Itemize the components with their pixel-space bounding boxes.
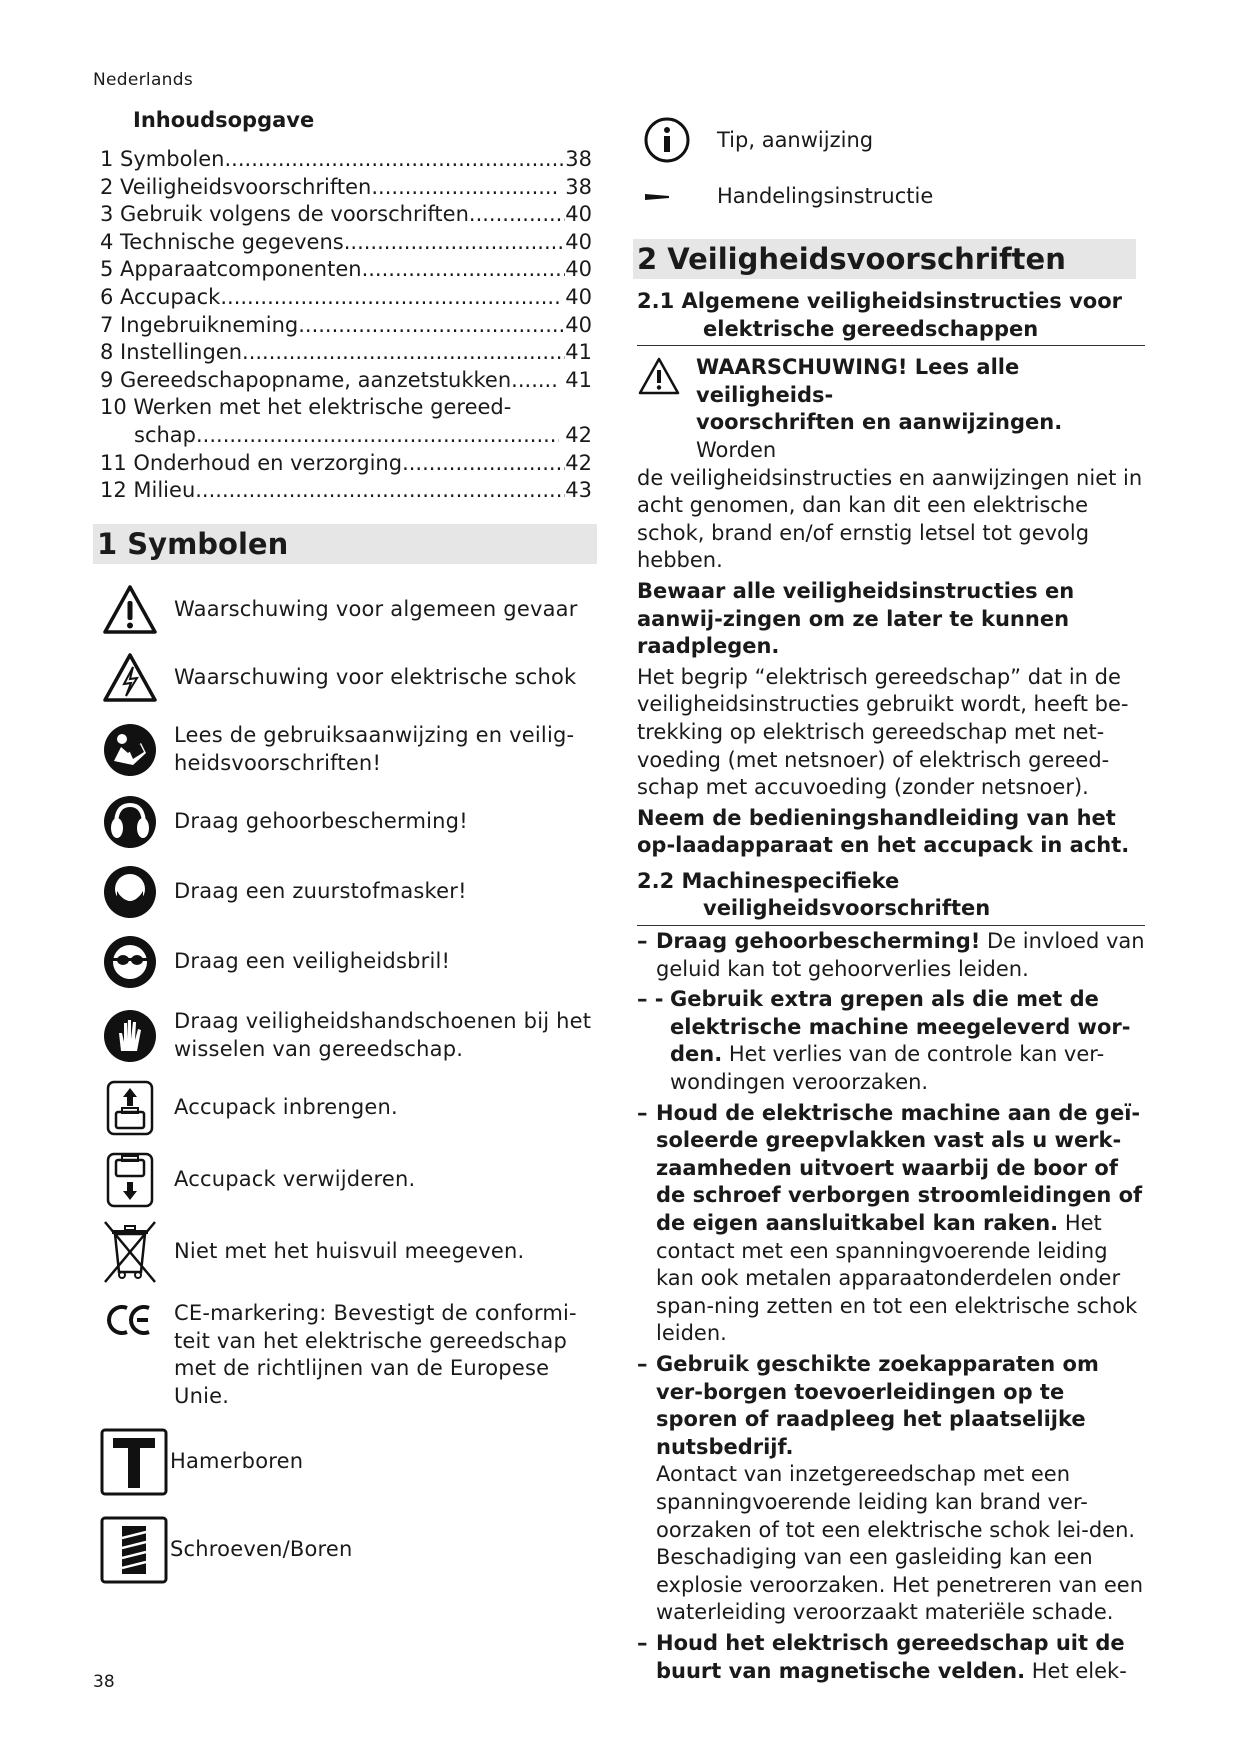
ce-mark-icon — [100, 1300, 160, 1340]
symbol-row — [100, 932, 600, 992]
info-icon — [643, 116, 691, 164]
toc-leader-dots — [220, 284, 558, 312]
list-item: – Draag gehoorbescherming! De invloed van geluid kan tot gehoorverlies leiden. — [637, 929, 1145, 981]
instruction-row — [643, 184, 933, 208]
tip-row — [643, 116, 873, 164]
list-item: – Houd de elektrische machine aan de geï-soleerde greepvlakken vast als u werk-zaamheden uitvoert waarbij de boor of de schroef verborgen stroomleidingen of de eigen aansluitkabel kan raken. Het contact met een spanningvoerende leiding kan ook metalen apparaatonderdelen onder span-ning zetten en tot een elektrische schok leiden. — [637, 1100, 1143, 1346]
symbol-row — [100, 862, 600, 922]
symbol-row — [100, 1426, 600, 1498]
toc-entry-label: 10 Werken met het elektrische gereed- — [100, 395, 512, 420]
toc-entry — [100, 422, 592, 450]
charger-manual-note: Neem de bedieningshandleiding van het op-laadapparaat en het accupack in acht. — [637, 805, 1130, 858]
toc-entry — [100, 174, 592, 202]
toc-entry-label: 1 Symbolen — [100, 147, 225, 171]
read-manual-icon — [100, 720, 160, 780]
instruction-arrow-icon — [643, 189, 673, 203]
toc-entry — [100, 146, 592, 174]
right-column-text — [637, 288, 1145, 1688]
symbol-row — [100, 1300, 600, 1410]
toc-entry-label: 3 Gebruik volgens de voorschriften — [100, 202, 469, 227]
symbol-text: Draag een zuurstofmasker! — [174, 879, 467, 904]
toc-leader-dots — [242, 339, 565, 367]
toc-leader-dots — [298, 312, 565, 340]
symbol-row — [100, 580, 600, 640]
symbol-text: Draag een veiligheidsbril! — [174, 949, 451, 974]
list-item: – Houd het elektrisch gereedschap uit de buurt van magnetische velden. Het elek- — [637, 1630, 1127, 1683]
symbol-text: Draag veiligheidshandschoenen bij het wisselen van gereedschap. — [174, 1009, 592, 1061]
battery-insert-icon — [100, 1078, 160, 1138]
toc-leader-dots — [469, 201, 565, 229]
toc-entry-page: 40 — [565, 257, 592, 282]
toc-entry-page: 42 — [558, 422, 592, 447]
toc-entry-label: 4 Technische gegevens — [100, 229, 344, 254]
symbol-row — [100, 720, 600, 780]
toc-entry — [100, 394, 592, 422]
symbol-text: Draag gehoorbescherming! — [174, 809, 468, 834]
toc-entry-label: 2 Veiligheidsvoorschriften — [100, 174, 372, 199]
toc-entry — [100, 450, 592, 478]
toc-entry-label: 5 Apparaatcomponenten — [100, 257, 362, 282]
gloves-icon — [100, 1006, 160, 1066]
toc-entry — [100, 256, 592, 284]
symbol-row — [100, 1514, 600, 1586]
toc-title: Inhoudsopgave — [133, 108, 315, 132]
toc-leader-dots — [225, 146, 566, 174]
language-label: Nederlands — [93, 70, 193, 90]
toc-entry-page: 41 — [558, 367, 592, 392]
toc-entry-label: 8 Instellingen — [100, 340, 243, 365]
toc-entry-page: 43 — [565, 478, 592, 503]
dust-mask-icon — [100, 862, 160, 922]
hammer-drill-icon — [100, 1428, 168, 1496]
battery-remove-icon — [100, 1150, 160, 1210]
toc-entry — [100, 312, 592, 340]
toc-entry — [100, 201, 592, 229]
toc-entry — [100, 229, 592, 257]
toc-leader-dots — [511, 367, 558, 395]
symbol-text: Waarschuwing voor elektrische schok — [174, 665, 577, 690]
keep-instructions: Bewaar alle veiligheidsinstructies en aanwij-zingen om ze later te kunnen raadplegen. — [637, 578, 1075, 659]
toc-entry — [100, 477, 592, 505]
symbol-row — [100, 1078, 600, 1138]
ear-protection-icon — [100, 792, 160, 852]
toc-leader-dots — [362, 256, 566, 284]
electric-shock-icon — [100, 648, 160, 708]
toc-entry-label: 7 Ingebruikneming — [100, 312, 299, 337]
list-item: – Gebruik geschikte zoekapparaten om ver-borgen toevoerleidingen op te sporen of raadpleeg het plaatselijke nutsbedrijf. Aontact van inzetgereedschap met een spanningvoerende leiding kan brand ver-oorzaken of tot een elektrische schok lei-den. Beschadiging van een gasleiding kan een explosie veroorzaken. Het penetreren van een waterleiding veroorzaakt materiële schade. — [637, 1351, 1144, 1625]
page-number: 38 — [93, 1672, 115, 1692]
toc-entry — [100, 284, 592, 312]
toc-entry-label: 11 Onderhoud en verzorging — [100, 450, 403, 475]
instruction-label: Handelingsinstructie — [717, 184, 934, 208]
symbol-text: Niet met het huisvuil meegeven. — [174, 1239, 525, 1264]
tip-label: Tip, aanwijzing — [717, 128, 874, 152]
symbol-text: Waarschuwing voor algemeen gevaar — [174, 597, 578, 622]
symbol-row — [100, 1222, 600, 1282]
symbol-text: Schroeven/Boren — [170, 1537, 353, 1562]
toc-entry-page: 40 — [565, 229, 592, 254]
toc-entry-page: 40 — [565, 202, 592, 227]
toc-entry-label: schap — [134, 422, 196, 447]
toc-entry-page: 38 — [565, 147, 592, 171]
warning-triangle-icon — [100, 580, 160, 640]
warning-paragraph: WAARSCHUWING! Lees alle veiligheids- voorschriften en aanwijzingen. Worden de veiligheidsinstructies en aanwijzingen niet in acht genomen, dan kan dit een elektrische schok, brand en/of ernstig letsel tot gevolg hebben. — [637, 355, 1143, 573]
toc-leader-dots — [195, 477, 565, 505]
toc-entry-page: 40 — [558, 284, 592, 309]
symbol-text: CE-markering: Bevestigt de conformi-teit van het elektrische gereedschap met de richtlijnen van de Europese Unie. — [174, 1301, 577, 1408]
toc-leader-dots — [344, 229, 566, 257]
toc-entry — [100, 367, 592, 395]
toc-entry-page: 41 — [565, 340, 592, 365]
toc-entry-label: 6 Accupack — [100, 284, 221, 309]
toc-entry — [100, 339, 592, 367]
section-heading-symbolen: 1 Symbolen — [93, 524, 597, 564]
screw-drill-icon — [100, 1516, 168, 1584]
symbol-text: Lees de gebruiksaanwijzing en veilig-heidsvoorschriften! — [174, 723, 575, 775]
symbol-text: Accupack inbrengen. — [174, 1095, 398, 1120]
symbol-text: Hamerboren — [170, 1449, 304, 1474]
toc-leader-dots — [402, 450, 565, 478]
term-definition: Het begrip “elektrisch gereedschap” dat in de veiligheidsinstructies gebruikt wordt, heeft be-trekking op elektrisch gereedschap met net-voeding (met netsnoer) of elektrisch gereed-schap met accuvoeding (zonder netsnoer). — [637, 664, 1129, 800]
toc-entry-page: 38 — [558, 174, 592, 199]
toc-entry-label: 12 Milieu — [100, 478, 196, 503]
toc-leader-dots — [371, 174, 558, 202]
toc-entry-page: 40 — [565, 312, 592, 337]
symbol-row — [100, 1150, 600, 1210]
table-of-contents — [100, 146, 592, 505]
toc-entry-label: 9 Gereedschapopname, aanzetstukken — [100, 367, 512, 392]
subheading-2-2: 2.2 Machinespecifieke veiligheidsvoorschriften — [637, 868, 1145, 926]
list-item: – - Gebruik extra grepen als die met de elektrische machine meegeleverd wor-den. Het verlies van de controle kan ver-wondingen veroorzaken. — [637, 987, 1131, 1095]
safety-glasses-icon — [100, 932, 160, 992]
section-heading-veiligheidsvoorschriften: 2 Veiligheidsvoorschriften — [633, 239, 1136, 279]
symbol-row — [100, 792, 600, 852]
symbol-row — [100, 648, 600, 708]
symbol-row — [100, 1006, 600, 1066]
symbol-text: Accupack verwijderen. — [174, 1167, 416, 1192]
toc-entry-page: 42 — [565, 450, 592, 475]
warning-triangle-icon — [637, 356, 681, 404]
crossed-bin-icon — [100, 1222, 160, 1282]
subheading-2-1: 2.1 Algemene veiligheidsinstructies voor elektrische gereedschappen — [637, 288, 1145, 346]
toc-leader-dots — [196, 422, 559, 450]
